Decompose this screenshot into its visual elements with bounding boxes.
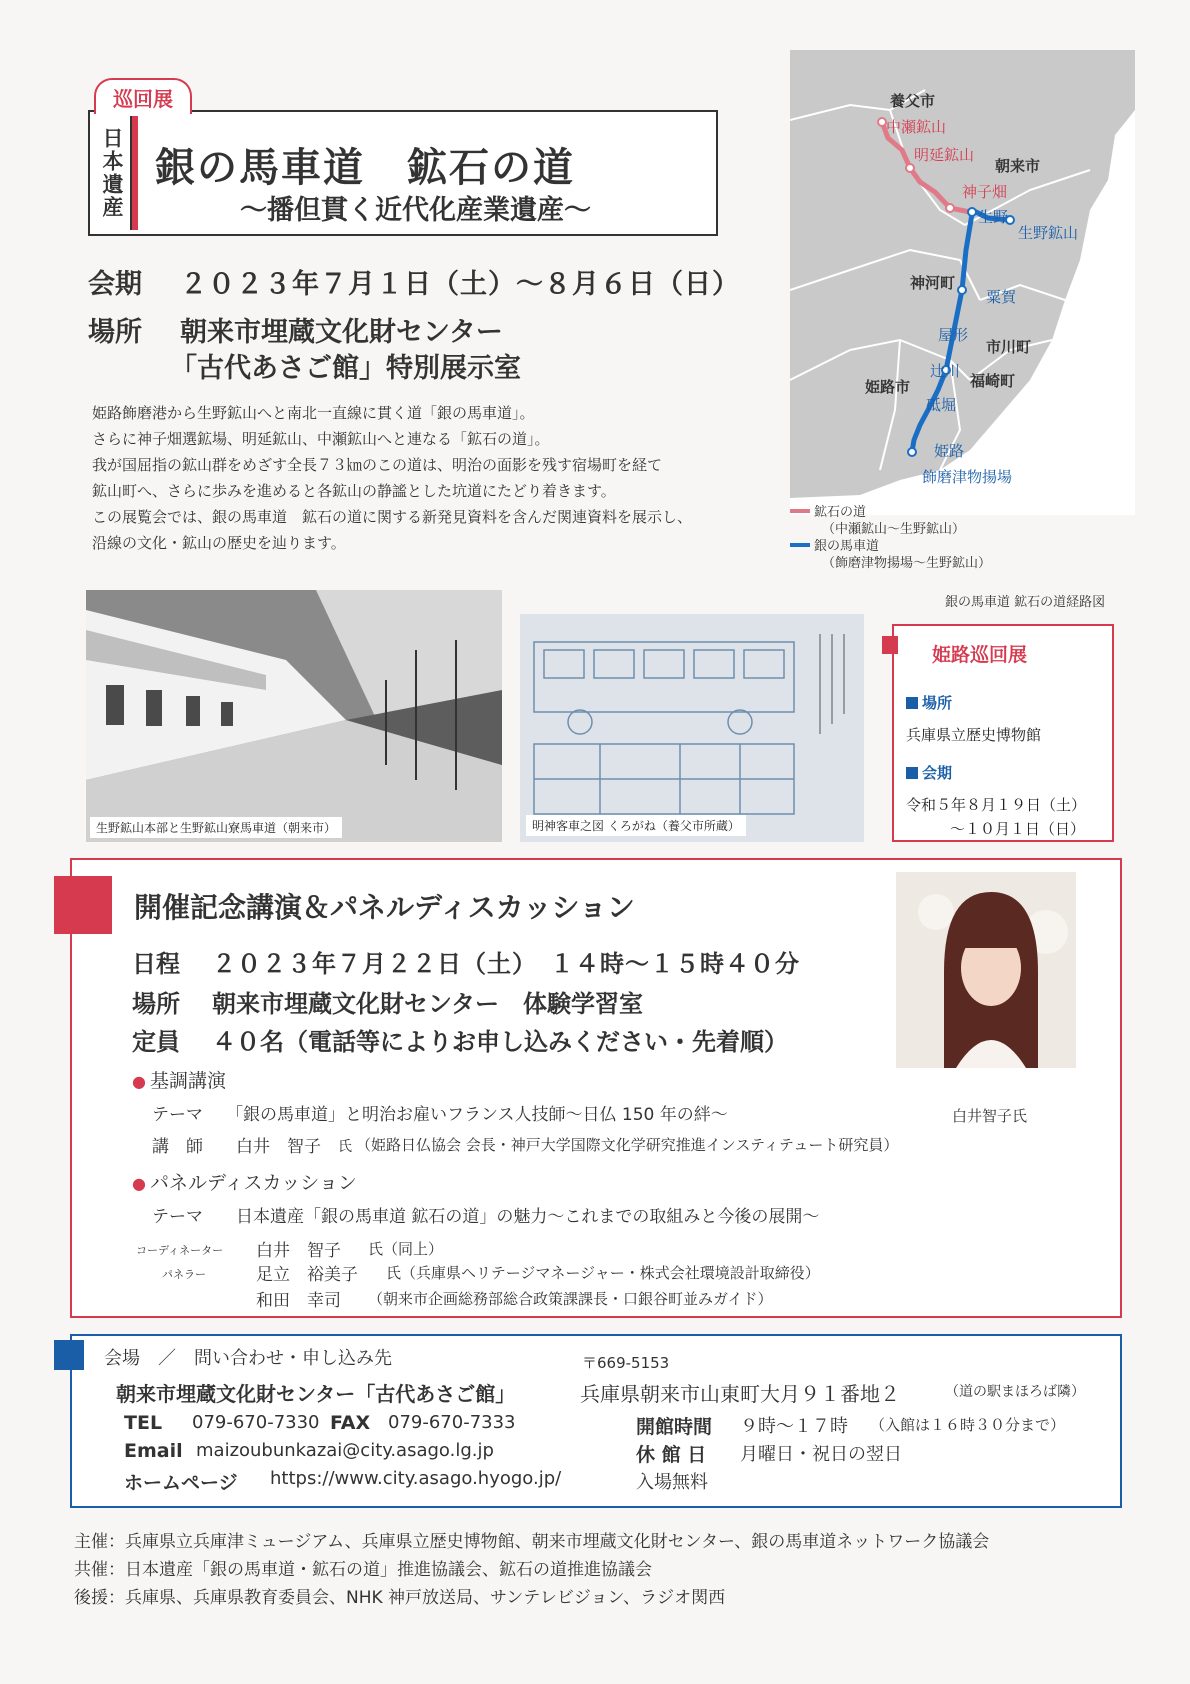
himeji-accent-mark (882, 636, 898, 654)
closed-value: 月曜日・祝日の翌日 (740, 1444, 902, 1465)
legend-ore-road: 鉱石の道 (814, 505, 867, 520)
lecture-capacity-value: ４０名（電話等によりお申し込みください・先着順） (212, 1028, 788, 1056)
map-label-ikuno: 生野 (978, 208, 1009, 226)
himeji-period-line1: 令和５年８月１９日（土） (906, 796, 1087, 814)
legend-silver-road-range: （飾磨津物揚場〜生野鉱山） (822, 556, 992, 571)
portrait-caption: 白井智子氏 (952, 1107, 1028, 1125)
square-bullet-icon (906, 767, 918, 779)
contact-address: 兵庫県朝来市山東町大月９１番地２ (580, 1382, 900, 1406)
station-marker (946, 204, 954, 212)
hours-note: （入館は１６時３０分まで） (870, 1416, 1066, 1434)
keynote-speaker-label: 講 師 (152, 1137, 203, 1157)
lecture-place-value: 朝来市埋蔵文化財センター 体験学習室 (212, 990, 644, 1018)
contact-postal: 〒669-5153 (582, 1354, 670, 1372)
coordinator-label: コーディネーター (136, 1244, 224, 1257)
keynote-heading: ● 基調講演 (132, 1070, 226, 1092)
place-line1: 朝来市埋蔵文化財センター (180, 317, 503, 348)
bullet-dot-icon: ● (132, 1174, 146, 1193)
footer-organizer: 主催：兵庫県立兵庫津ミュージアム、兵庫県立歴史博物館、朝来市埋蔵文化財センター、銀の馬車道ネットワーク協議会 (74, 1532, 990, 1552)
panelist1-note: 氏（兵庫県ヘリテージマネージャー・株式会社環境設計取締役） (386, 1264, 820, 1282)
map-label-tsujikawa: 辻川 (930, 362, 961, 380)
lecture-date-value: ２０２３年７月２２日（土） １４時〜１５時４０分 (212, 950, 800, 978)
station-marker (906, 164, 914, 172)
hours-label: 開館時間 (636, 1416, 713, 1438)
place-label: 場所 (88, 317, 142, 348)
panelist2-note: （朝来市企画総務部総合政策課課長・口銀谷町並みガイド） (368, 1290, 773, 1308)
map-label-ichikawa: 市川町 (986, 338, 1032, 356)
station-marker (878, 118, 886, 126)
sub-title: 〜播但貫く近代化産業遺産〜 (240, 195, 591, 226)
himeji-place-label: 場所 (906, 692, 952, 713)
website-link[interactable]: https://www.city.asago.hyogo.jp/ (270, 1468, 562, 1489)
fax-label: FAX (330, 1412, 371, 1434)
contact-heading: 会場 ／ 問い合わせ・申し込み先 (104, 1348, 392, 1369)
email-link[interactable]: maizoubunkazai@city.asago.lg.jp (196, 1440, 494, 1461)
description-line: 沿線の文化・鉱山の歴史を辿ります。 (92, 534, 346, 552)
map-label-togi: 砥堀 (926, 396, 957, 414)
photo-carriage-drawing (520, 614, 864, 842)
panel-heading: ● パネルディスカッション (132, 1172, 357, 1194)
touring-exhibition-badge: 巡回展 (94, 78, 192, 114)
map-label-ikuno-mine: 生野鉱山 (1018, 224, 1079, 242)
lecture-title: 開催記念講演＆パネルディスカッション (134, 891, 635, 924)
map-label-shikama: 飾磨津物揚場 (922, 468, 1013, 486)
footer-support: 後援：兵庫県、兵庫県教育委員会、NHK 神戸放送局、サンテレビジョン、ラジオ関西 (74, 1588, 726, 1608)
period-value: ２０２３年７月１日（土）〜８月６日（日） (180, 269, 740, 300)
contact-accent-mark (54, 1340, 84, 1370)
japan-heritage-label: 日本遺産 (94, 116, 132, 230)
himeji-period-line2: 〜１０月１日（日） (950, 820, 1086, 838)
map-legend (790, 504, 991, 572)
map-label-mikobata: 神子畑 (962, 183, 1008, 201)
lecture-accent-mark (54, 876, 112, 934)
map-label-asago: 朝来市 (995, 157, 1041, 175)
legend-swatch-ore (790, 509, 810, 513)
place-line2: 「古代あさご館」特別展示室 (170, 353, 521, 384)
panelist1-name: 足立 裕美子 (256, 1265, 358, 1285)
photo-ikuno-illustration (86, 590, 502, 842)
coordinator-note: 氏（同上） (368, 1240, 444, 1258)
map-label-fukusaki: 福崎町 (970, 372, 1016, 390)
portrait-illustration (896, 872, 1076, 1068)
map-label-himeji-city: 姫路市 (865, 378, 911, 396)
himeji-title: 姫路巡回展 (932, 644, 1028, 666)
closed-label: 休 館 日 (636, 1444, 707, 1466)
description-line: 鉱山町へ、さらに歩みを進めると各鉱山の静謐とした坑道にたどり着きます。 (92, 482, 616, 500)
legend-ore-road-range: （中瀬鉱山〜生野鉱山） (822, 522, 966, 537)
lecture-place-label: 場所 (132, 990, 180, 1018)
lecture-capacity-label: 定員 (132, 1028, 180, 1056)
tel-value: 079-670-7330 (192, 1412, 320, 1433)
period-label: 会期 (88, 269, 142, 300)
carriage-drawing-illustration (520, 614, 864, 842)
keynote-speaker-suffix: 氏 (338, 1139, 352, 1155)
description-line: この展覧会では、銀の馬車道 鉱石の道に関する新発見資料を含んだ関連資料を展示し、 (92, 508, 693, 526)
lecture-date-label: 日程 (132, 950, 180, 978)
panelist-label: パネラー (162, 1268, 206, 1281)
himeji-period-label: 会期 (906, 762, 952, 783)
map-label-akenobe: 明延鉱山 (914, 146, 975, 164)
speaker-portrait (896, 872, 1076, 1068)
panel-theme-label: テーマ (152, 1207, 203, 1227)
fax-value: 079-670-7333 (388, 1412, 516, 1433)
photo1-caption: 生野鉱山本部と生野鉱山寮馬車道（朝来市） (90, 817, 342, 838)
contact-address-note: （道の駅まほろば隣） (945, 1384, 1085, 1400)
web-label: ホームページ (124, 1472, 238, 1494)
title-box (88, 110, 718, 236)
title-accent-bar (132, 116, 138, 230)
coordinator-name: 白井 智子 (256, 1241, 341, 1261)
email-label: Email (124, 1440, 183, 1462)
map-label-nakase: 中瀬鉱山 (886, 118, 947, 136)
map-label-awaga: 粟賀 (986, 288, 1017, 306)
legend-swatch-silver (790, 543, 810, 547)
panelist2-name: 和田 幸司 (256, 1291, 341, 1311)
keynote-theme-label: テーマ (152, 1105, 203, 1125)
photo-ikuno-mine-road (86, 590, 502, 842)
footer-cohost: 共催：日本遺産「銀の馬車道・鉱石の道」推進協議会、鉱石の道推進協議会 (74, 1560, 652, 1580)
map-label-kamikawa: 神河町 (910, 274, 956, 292)
bullet-dot-icon: ● (132, 1072, 146, 1091)
map-label-yabu: 養父市 (890, 92, 936, 110)
photo2-caption: 明神客車之図 くろがね（養父市所蔵） (526, 815, 746, 836)
keynote-speaker-title: （姫路日仏協会 会長・神戸大学国際文化学研究推進インスティテュート研究員） (356, 1136, 899, 1154)
description-line: 我が国屈指の鉱山群をめざす全長７３㎞のこの道は、明治の面影を残す宿場町を経て (92, 456, 663, 474)
himeji-place-value: 兵庫県立歴史博物館 (906, 726, 1042, 744)
route-map (790, 50, 1135, 515)
description-line: 姫路飾磨港から生野鉱山へと南北一直線に貫く道「銀の馬車道」。 (92, 404, 535, 422)
map-caption: 銀の馬車道 鉱石の道経路図 (945, 595, 1106, 610)
legend-silver-road: 銀の馬車道 (814, 539, 880, 554)
tel-label: TEL (124, 1412, 163, 1434)
keynote-speaker: 白井 智子 (236, 1137, 321, 1157)
contact-venue: 朝来市埋蔵文化財センター「古代あさご館」 (116, 1382, 516, 1406)
station-marker (968, 208, 976, 216)
map-label-yagata: 屋形 (938, 326, 969, 344)
square-bullet-icon (906, 697, 918, 709)
admission: 入場無料 (636, 1472, 708, 1493)
description (92, 400, 792, 556)
hours-value: ９時〜１７時 (740, 1416, 848, 1437)
map-label-himeji-station: 姫路 (934, 442, 965, 460)
keynote-theme: 「銀の馬車道」と明治お雇いフランス人技師〜日仏 150 年の絆〜 (226, 1105, 728, 1125)
main-title: 銀の馬車道 鉱石の道 (155, 145, 575, 191)
panel-theme: 日本遺産「銀の馬車道 鉱石の道」の魅力〜これまでの取組みと今後の展開〜 (236, 1207, 820, 1227)
station-marker (908, 448, 916, 456)
station-marker (958, 286, 966, 294)
description-line: さらに神子畑選鉱場、明延鉱山、中瀬鉱山へと連なる「鉱石の道」。 (92, 430, 550, 448)
